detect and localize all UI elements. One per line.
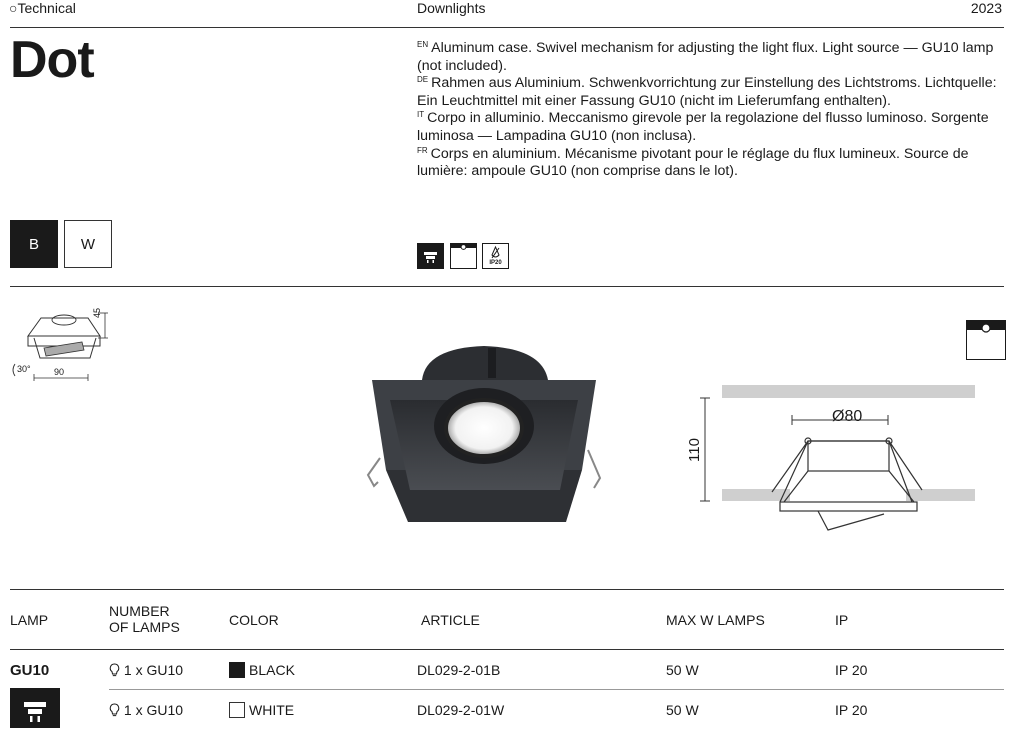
diameter-label: Ø80 [832,408,863,425]
technical-drawing [700,380,980,540]
product-title: Dot [10,31,94,89]
tilt-angle-label: 30° [17,364,31,374]
lamp-gu10-icon [10,688,60,728]
white-chip [229,702,245,718]
swatch-white[interactable]: W [64,220,112,268]
mount-type-icon [966,320,1006,360]
product-photo [360,340,610,530]
table-row: 1 x GU10 [109,702,183,718]
ip20-icon: IP20 [482,243,509,269]
small-width-label: 90 [54,367,65,377]
ip-rating: IP 20 [835,662,868,678]
black-chip [229,662,245,678]
ip-rating: IP 20 [835,702,868,718]
small-height-label: 45 [92,307,102,318]
table-top-divider [10,589,1004,590]
col-header-ip: IP [835,612,849,628]
table-row: 1 x GU10 [109,662,183,678]
desc-de: $^{DE}$ Rahmen aus Aluminium. Schwenkvorrichtung zur Einstellung des Lichtstroms. Lichtquelle: Ein Leuchtmittel mit einer Fassung GU10 (nicht im Lieferumfang enthalten). [417,75,997,109]
swatch-black[interactable]: B [10,220,58,268]
color-black: BLACK [229,662,295,678]
article-number: DL029-2-01B [417,662,501,678]
year-label: 2023 [970,0,1002,16]
desc-fr: $^{FR}$ Corps en aluminium. Mécanisme pivotant pour le réglage du flux lumineux. Source de lumière: ampoule GU10 (non comprise dans le lot). [417,145,969,180]
section-divider [10,286,1004,287]
max-watt: 50 W [666,702,699,718]
table-header-divider [10,649,1004,650]
gu10-lamp-icon [417,243,444,269]
col-header-article: ARTICLE [421,612,480,628]
col-header-max-w: MAX W LAMPS [666,612,765,628]
desc-it: $^{IT}$ Corpo in alluminio. Meccanismo girevole per la regolazione del flusso luminoso. Sorgente luminosa — Lampadina GU10 (non inclusa). [417,110,989,144]
lamp-type: GU10 [10,662,50,679]
article-number: DL029-2-01W [417,702,505,718]
row-divider [109,689,1004,690]
circle-icon: ○ [9,0,18,16]
color-white: WHITE [229,702,294,718]
section-label: ○Technical [9,0,76,16]
category-label: Downlights [417,0,486,16]
desc-en: $^{EN}$ Aluminum case. Swivel mechanism for adjusting the light flux. Light source — GU10 lamp (not included). [417,40,994,74]
recessed-mount-icon [450,243,477,269]
max-watt: 50 W [666,662,699,678]
col-header-color: COLOR [229,612,279,628]
col-header-lamp: LAMP [10,612,49,628]
col-header-number: NUMBER OF LAMPS [109,603,180,635]
height-label: 110 [686,438,703,462]
product-description [417,40,1007,181]
bulb-icon [109,702,124,718]
bulb-icon [109,662,124,678]
header-divider [10,27,1004,28]
